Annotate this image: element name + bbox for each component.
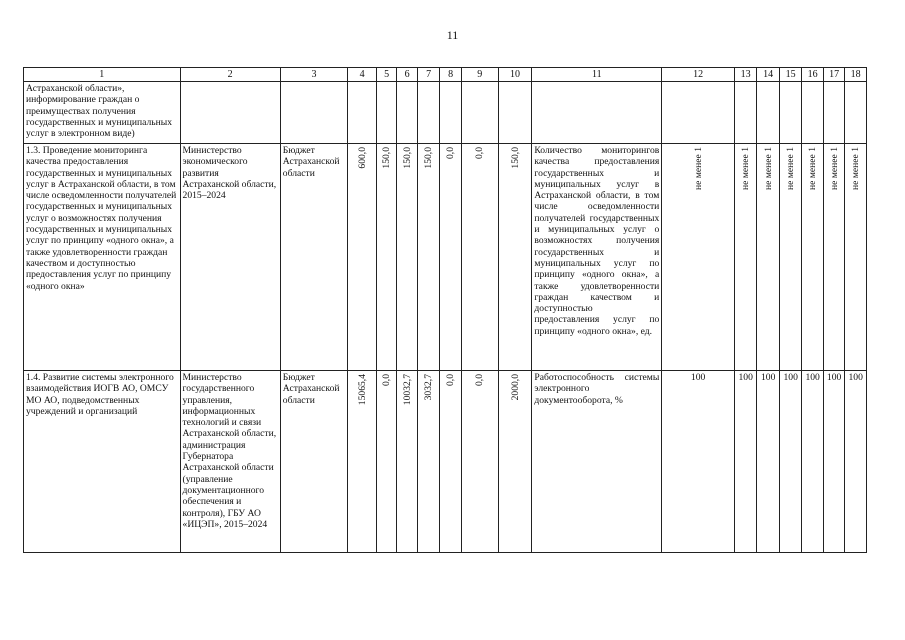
target-value: не менее 1 — [692, 147, 704, 190]
executor-cell — [180, 82, 280, 144]
target-value: 100 — [823, 371, 844, 553]
table-row — [24, 144, 867, 371]
header-cell: 14 — [757, 68, 780, 82]
header-cell: 8 — [440, 68, 461, 82]
header-cell: 13 — [734, 68, 757, 82]
indicator-cell: Работоспособность системы электронного документооборота, % — [532, 371, 662, 553]
header-cell: 10 — [498, 68, 532, 82]
funding-value: 0,0 — [381, 374, 393, 386]
target-value: не менее 1 — [850, 147, 862, 190]
indicator-cell: Количество мониторингов качества предоставления государственных и муниципальных услуг в Астраханской области, в том числе осведомленности получателей государственных и муниципальных услуг о возможностях получения государственных и муниципальных услуг по принципу «одного окна», а также удовлетворенности граждан качеством и доступностью предоставления услуг по принципу «одного окна», ед. — [532, 144, 662, 371]
funding-value: 0,0 — [474, 374, 486, 386]
header-cell: 6 — [397, 68, 417, 82]
header-cell: 3 — [280, 68, 348, 82]
funding-value: 2000,0 — [509, 374, 521, 401]
target-value: 100 — [802, 371, 823, 553]
header-cell: 16 — [802, 68, 823, 82]
executor-cell: Министерство государственного управления, информационных технологий и связи Астраханской области, администрация Губернатора Астраханской области (управление документационного обеспечения и контроля), ГБУ АО «ИЦЭП», 2015–2024 — [180, 371, 280, 553]
header-row — [24, 68, 867, 82]
funding-value: 3032,7 — [423, 374, 435, 401]
funding-value: 150,0 — [401, 147, 413, 169]
program-table — [23, 67, 867, 553]
table-row — [24, 82, 867, 144]
executor-cell: Министерство экономического развития Астраханской области, 2015–2024 — [180, 144, 280, 371]
header-cell: 18 — [845, 68, 867, 82]
source-cell: Бюджет Астраханской области — [280, 371, 348, 553]
measure-cell: 1.3. Проведение мониторинга качества предоставления государственных и муниципальных услуг в Астраханской области, в том числе осведомленности получателей государственных и муниципальных услуг о возможностях получения государственных и муниципальных услуг по принципу «одного окна», а также удовлетворенности граждан качеством и доступностью предоставления услуг по принципу «одного окна» — [24, 144, 181, 371]
target-value: не менее 1 — [740, 147, 752, 190]
header-cell: 4 — [348, 68, 377, 82]
target-value: 100 — [845, 371, 867, 553]
funding-total: 15065,4 — [356, 374, 368, 406]
funding-value: 150,0 — [423, 147, 435, 169]
header-cell: 11 — [532, 68, 662, 82]
table-row — [24, 371, 867, 553]
target-value: 100 — [779, 371, 802, 553]
target-value: 100 — [757, 371, 780, 553]
funding-value: 150,0 — [509, 147, 521, 169]
header-cell: 7 — [417, 68, 440, 82]
header-cell: 1 — [24, 68, 181, 82]
measure-cell: 1.4. Развитие системы электронного взаимодействия ИОГВ АО, ОМСУ МО АО, подведомственных учреждений и организаций — [24, 371, 181, 553]
target-value: не менее 1 — [785, 147, 797, 190]
target-value: не менее 1 — [828, 147, 840, 190]
funding-value: 0,0 — [445, 374, 457, 386]
funding-value: 0,0 — [474, 147, 486, 159]
header-cell: 17 — [823, 68, 844, 82]
target-value: 100 — [662, 371, 735, 553]
header-cell: 12 — [662, 68, 735, 82]
target-value: не менее 1 — [762, 147, 774, 190]
measure-cell: Астраханской области», информирование граждан о преимуществах получения государственных и муниципальных услуг в электронном виде) — [24, 82, 181, 144]
funding-value: 10032,7 — [401, 374, 413, 406]
funding-value: 150,0 — [381, 147, 393, 169]
page-number: 11 — [446, 28, 459, 42]
header-cell: 2 — [180, 68, 280, 82]
source-cell — [280, 82, 348, 144]
header-cell: 5 — [376, 68, 396, 82]
header-cell: 9 — [461, 68, 498, 82]
funding-value: 0,0 — [445, 147, 457, 159]
target-value: 100 — [734, 371, 757, 553]
header-cell: 15 — [779, 68, 802, 82]
target-value: не менее 1 — [807, 147, 819, 190]
source-cell: Бюджет Астраханской области — [280, 144, 348, 371]
funding-total: 600,0 — [356, 147, 368, 169]
